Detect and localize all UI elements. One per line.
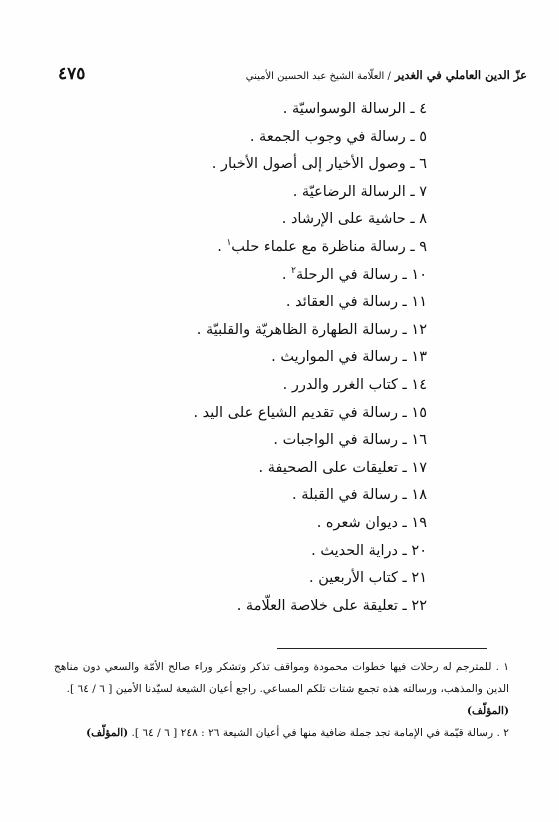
item-text-tail: . [281, 266, 292, 283]
footnote-author: (المؤلّف) [467, 705, 509, 717]
item-text: رسالة في القبلة . [292, 487, 398, 504]
footnote-marker: ١ . [495, 661, 509, 673]
item-number: ١٤ [411, 376, 427, 393]
item-number: ٨ [419, 211, 427, 228]
list-item: ٤ ـ الرسالة الوسواسيّة . [97, 96, 427, 124]
footnote-1 [54, 656, 509, 722]
page-number: ٤٧٥ [58, 64, 86, 84]
list-item: ١٣ ـ رسالة في المواريث . [97, 344, 427, 372]
item-text: رسالة في الواجبات . [273, 432, 398, 449]
footnote-reference: ٢ [291, 265, 296, 276]
item-number: ٢٠ [411, 542, 427, 559]
footnote-marker: ٢ . [496, 727, 509, 739]
item-number: ٦ [419, 156, 427, 173]
book-title: عزّ الدين العاملي في الغدير [394, 68, 527, 82]
list-item: ١٢ ـ رسالة الطهارة الظاهريّة والقلبيّة . [97, 317, 427, 345]
item-text: حاشية على الإرشاد . [281, 211, 406, 228]
item-number: ٢٢ [411, 597, 427, 614]
item-number: ١١ [411, 294, 427, 311]
list-item: ٢٢ ـ تعليقة على خلاصة العلّامة . [97, 593, 427, 621]
list-item: ١٥ ـ رسالة في تقديم الشياع على اليد . [97, 400, 427, 428]
item-number: ٩ [419, 238, 427, 255]
item-text: الرسالة الرضاعيّة . [292, 183, 406, 200]
item-text: دراية الحديث . [311, 542, 398, 559]
list-item: ١٦ ـ رسالة في الواجبات . [97, 427, 427, 455]
item-number: ٥ [419, 128, 427, 145]
item-text-tail: . [217, 238, 227, 255]
item-number: ١٧ [411, 459, 427, 476]
item-number: ١٢ [411, 321, 427, 338]
footnote-text: رسالة قيّمة في الإمامة تجد جملة ضافية منها في أعيان الشيعة ٢٦ : ٢٤٨ [ ٦ / ٦٤ ]. [131, 727, 494, 739]
book-author: / العلّامة الشيخ عبد الحسين الأميني [245, 71, 391, 82]
list-item: ٧ ـ الرسالة الرضاعيّة . [97, 179, 427, 207]
item-text: رسالة مناظرة مع علماء حلب [231, 238, 406, 255]
item-text: رسالة في الرحلة [295, 266, 398, 283]
item-number: ٢١ [411, 570, 427, 587]
list-item: ٢٠ ـ دراية الحديث . [97, 538, 427, 566]
item-text: رسالة في تقديم الشياع على اليد . [193, 404, 398, 421]
list-item: ١١ ـ رسالة في العقائد . [97, 289, 427, 317]
list-item: ١٨ ـ رسالة في القبلة . [97, 482, 427, 510]
item-number: ٧ [419, 183, 427, 200]
item-text: رسالة في العقائد . [285, 294, 398, 311]
list-item: ١٤ ـ كتاب الغرر والدرر . [97, 372, 427, 400]
footnotes [54, 656, 509, 744]
item-number: ٤ [419, 101, 427, 117]
list-item: ١٩ ـ ديوان شعره . [97, 510, 427, 538]
item-number: ١٩ [411, 514, 427, 531]
works-list [97, 96, 427, 620]
footnote-reference: ١ [226, 238, 232, 249]
item-number: ١٦ [411, 432, 427, 449]
running-header [58, 64, 527, 90]
item-number: ١٣ [411, 349, 427, 366]
item-number: ١٨ [411, 487, 427, 504]
item-number: ١٥ [411, 404, 427, 421]
header-title [246, 68, 527, 82]
item-text: تعليقات على الصحيفة . [258, 459, 398, 476]
item-text: رسالة في المواريث . [271, 349, 398, 366]
footnote-2 [54, 722, 509, 744]
item-text: الرسالة الوسواسيّة . [282, 101, 406, 117]
item-text: وصول الأخيار إلى أصول الأخبار . [211, 156, 406, 173]
list-item: ١٠ ـ رسالة في الرحلة$^٢$ . [97, 262, 427, 290]
list-item: ١٧ ـ تعليقات على الصحيفة . [97, 455, 427, 483]
footnote-author: (المؤلّف) [86, 727, 129, 739]
footnote-text: للمترجم له رحلات فيها خطوات محمودة ومواقف تذكر وتشكر وراء صالح الأمّة والسعي دون مناهج الدين والمذهب، ورسالته هذه تجمع شتات تلكم المساعي. راجع أعيان الشيعة لسيّدنا الأمين [ ٦ / ٦٤ ]. [54, 661, 509, 695]
item-text: تعليقة على خلاصة العلّامة . [236, 597, 398, 614]
list-item: ٩ ـ رسالة مناظرة مع علماء حلب$^١$ . [97, 234, 427, 262]
list-item: ٥ ـ رسالة في وجوب الجمعة . [97, 124, 427, 152]
item-text: كتاب الغرر والدرر . [282, 376, 398, 393]
item-text: رسالة في وجوب الجمعة . [249, 128, 406, 145]
item-text: كتاب الأربعين . [309, 570, 398, 587]
item-text: ديوان شعره . [316, 514, 398, 531]
item-text: رسالة الطهارة الظاهريّة والقلبيّة . [196, 321, 398, 338]
list-item: ٦ ـ وصول الأخيار إلى أصول الأخبار . [97, 151, 427, 179]
list-item: ٨ ـ حاشية على الإرشاد . [97, 206, 427, 234]
footnote-separator [277, 648, 487, 649]
item-number: ١٠ [411, 266, 427, 283]
list-item: ٢١ ـ كتاب الأربعين . [97, 565, 427, 593]
